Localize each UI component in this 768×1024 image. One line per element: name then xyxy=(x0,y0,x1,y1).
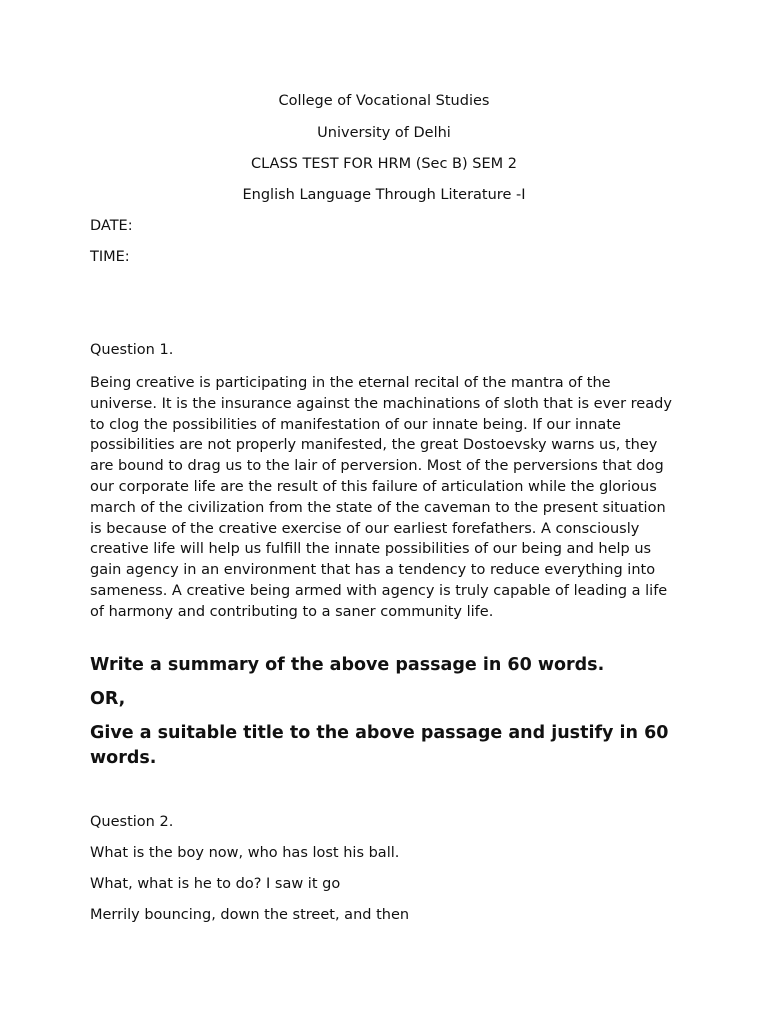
question-1-passage: Being creative is participating in the eternal recital of the mantra of the universe. It is the insurance against the machinations of sloth that is ever ready to clog the possibilities of manifestation of our innate being. If our innate possibilities are not properly manifested, the great Dostoevsky warns us, they are bound to drag us to the lair of perversion. Most of the perversions that dog our corporate life are the result of this failure of articulation while the glorious march of the civilization from the state of the caveman to the present situation is because of the creative exercise of our earliest forefathers. A consciously creative life will help us fulfill the innate possibilities of our being and help us gain agency in an environment that has a tendency to reduce everything into sameness. A creative being armed with agency is truly capable of leading a life of harmony and contributing to a saner community life. xyxy=(90,375,672,620)
question-2-line-1: What is the boy now, who has lost his ball. xyxy=(90,845,400,861)
question-1-or: OR, xyxy=(90,689,126,709)
question-2-line-3: Merrily bouncing, down the street, and then xyxy=(90,907,410,923)
time-label: TIME: xyxy=(90,249,130,265)
question-1-task-summary: Write a summary of the above passage in 60 words. xyxy=(90,655,605,675)
question-2-line-2: What, what is he to do? I saw it go xyxy=(90,876,341,892)
test-title: CLASS TEST FOR HRM (Sec B) SEM 2 xyxy=(251,156,517,172)
course-title: English Language Through Literature -I xyxy=(242,187,526,203)
question-2-heading: Question 2. xyxy=(90,814,174,830)
university-name: University of Delhi xyxy=(317,125,451,141)
date-label: DATE: xyxy=(90,218,133,234)
college-name: College of Vocational Studies xyxy=(278,93,490,109)
question-1-task-title: Give a suitable title to the above passage and justify in 60 words. xyxy=(90,723,669,768)
question-1-heading: Question 1. xyxy=(90,342,174,358)
